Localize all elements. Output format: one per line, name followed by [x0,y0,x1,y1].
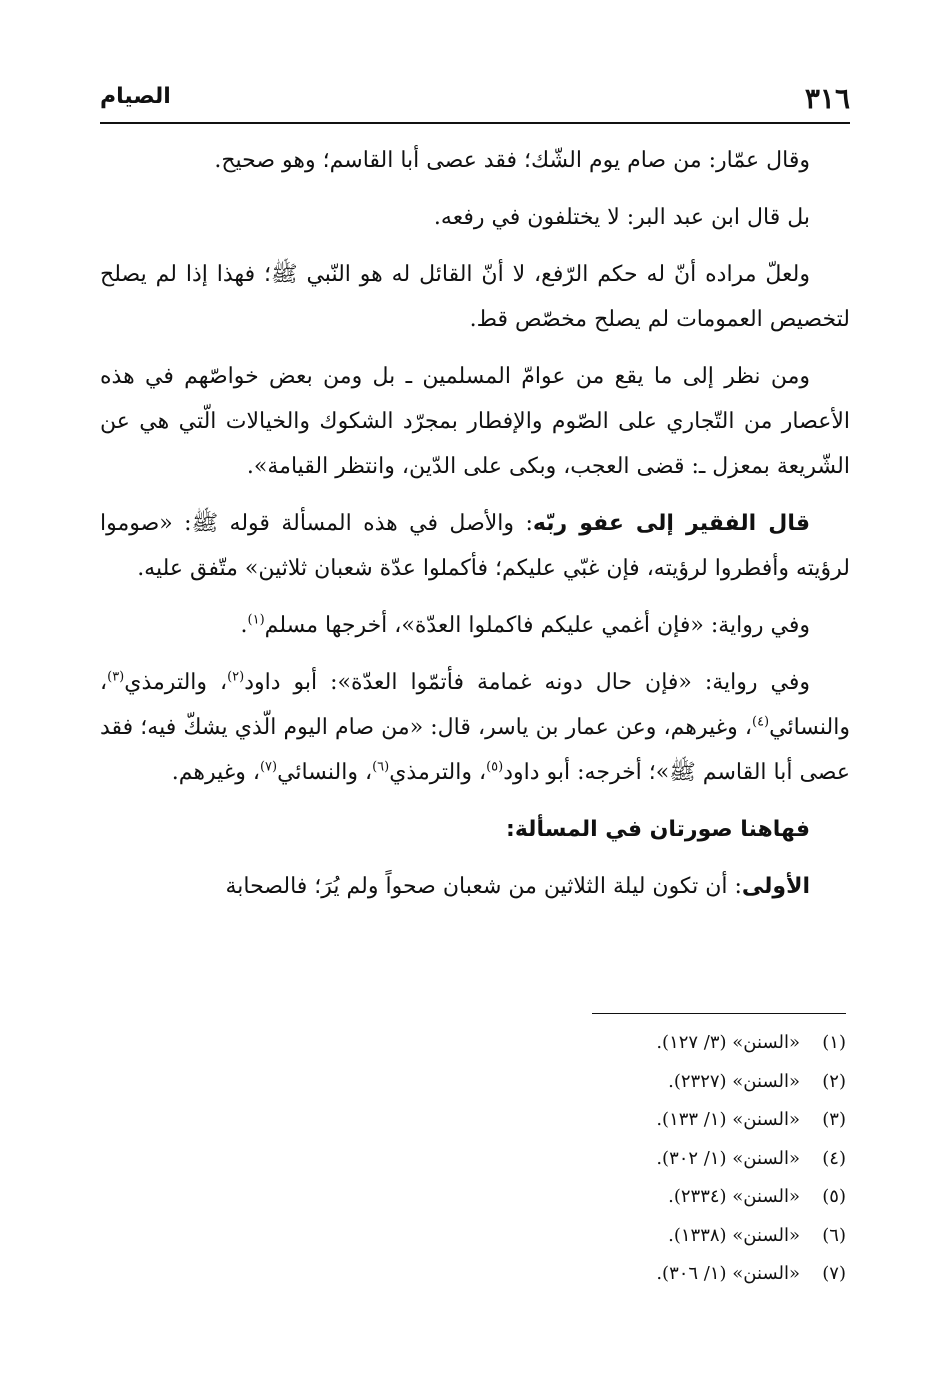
footnote-number: (٢) [822,1070,846,1092]
page-header [100,78,850,122]
footnote-2 [100,1063,850,1102]
footnote-1 [100,1024,850,1063]
footnote-ref-7[interactable]: (٧) [259,759,278,775]
paragraph-riwaya-muslim [100,603,850,648]
footnote-ref-6[interactable]: (٦) [372,759,390,775]
header-rule [100,122,850,124]
author-label: قال الفقير إلى عفو ربّه [532,511,810,536]
footnote-3 [100,1101,850,1140]
footnote-ref-2[interactable]: (٢) [227,669,245,685]
footnote-7 [100,1255,850,1294]
section-heading-two-cases: فهاهنا صورتان في المسألة: [506,817,810,842]
paragraph-riwaya-ghamama [100,660,850,795]
paragraph-hukm-alrafa: ولعلّ مراده أنّ له حكم الرّفع، لا أنّ القائل له هو النّبي ﷺ؛ فهذا إذا لم يصلح لتخصيص العمومات لم يصلح مخصّص قط. [100,262,850,332]
riwaya-text-d: ، وغيرهم، وعن عمار بن ياسر، قال: «من صام اليوم الّذي يشكّ فيه؛ فقد عصى أبا القاسم ﷺ»؛ أخرجه: أبو داود [100,715,850,785]
footnote-number: (٦) [822,1224,846,1246]
footnote-ref-5[interactable]: (٥) [486,759,504,775]
footnote-number: (١) [822,1032,846,1053]
footnote-ref-4[interactable]: (٤) [751,714,770,730]
first-case-text: : أن تكون ليلة الثلاثين من شعبان صحواً ولم يُرَ؛ فالصحابة [225,874,742,899]
footnote-text: «السنن» (١/ ٣٠٢). [656,1147,800,1169]
footnote-text: «السنن» (١/ ٣٠٦). [656,1263,800,1284]
footnote-text: «السنن» (٢٣٣٤). [668,1186,800,1207]
riwaya-muslim-text: وفي رواية: «فإن أغمي عليكم فاكملوا العدّة»، أخرجها مسلم [264,613,810,638]
riwaya-muslim-end: . [240,613,248,638]
footnote-4 [100,1140,850,1179]
footnotes [100,1024,850,1294]
footnote-number: (٤) [822,1147,846,1169]
running-title: الصيام [100,84,171,109]
page-number: ٣١٦ [804,82,850,115]
riwaya-text-e: ، والترمذي [389,760,487,785]
footnote-text: «السنن» (٣/ ١٢٧). [656,1032,800,1053]
paragraph-asl-text: : والأصل في هذه المسألة قوله ﷺ: «صوموا لرؤيته وأفطروا لرؤيته، فإن غبّي عليكم؛ فأكملوا عدّة شعبان ثلاثين» متّفق عليه. [100,511,850,581]
paragraph-ibn-abd-albar: بل قال ابن عبد البر: لا يختلفون في رفعه. [433,205,810,230]
footnote-5 [100,1178,850,1217]
footnote-ref-3[interactable]: (٣) [107,669,125,685]
footnote-ref-1[interactable]: (١) [247,612,265,628]
footnote-text: «السنن» (١٣٣٨). [668,1224,800,1246]
riwaya-text-f: ، والنسائي [277,760,373,785]
footnote-6 [100,1217,850,1256]
footnote-text: «السنن» (١/ ١٣٣). [656,1109,800,1130]
riwaya-text-a: وفي رواية: «فإن حال دونه غمامة فأتمّوا العدّة»: أبو داود [244,670,810,695]
paragraph-ammar: وقال عمّار: من صام يوم الشّك؛ فقد عصى أبا القاسم؛ وهو صحيح. [214,148,810,173]
paragraph-awam-almuslimin: ومن نظر إلى ما يقع من عوامّ المسلمين ـ بل ومن بعض خواصّهم في هذه الأعصار من التّجاري على الصّوم والإفطار بمجرّد الشكوك والخيالات الّتي هي عن الشّريعة بمعزل ـ: قضى العجب، وبكى على الدّين، وانتظر القيامة». [100,364,850,479]
first-case-label: الأولى [741,874,810,899]
riwaya-text-g: ، وغيرهم. [171,760,260,785]
footnote-number: (٥) [822,1186,846,1207]
riwaya-text-c: ، والنسائي [100,670,850,740]
paragraph-asl-almasala [100,501,850,591]
footnote-text: «السنن» (٢٣٢٧). [668,1070,800,1092]
main-text [100,138,850,921]
riwaya-text-b: ، والترمذي [124,670,228,695]
paragraph-first-case [100,864,850,909]
footnote-rule [592,1013,846,1014]
footnote-number: (٧) [822,1263,846,1284]
footnote-number: (٣) [822,1109,846,1130]
